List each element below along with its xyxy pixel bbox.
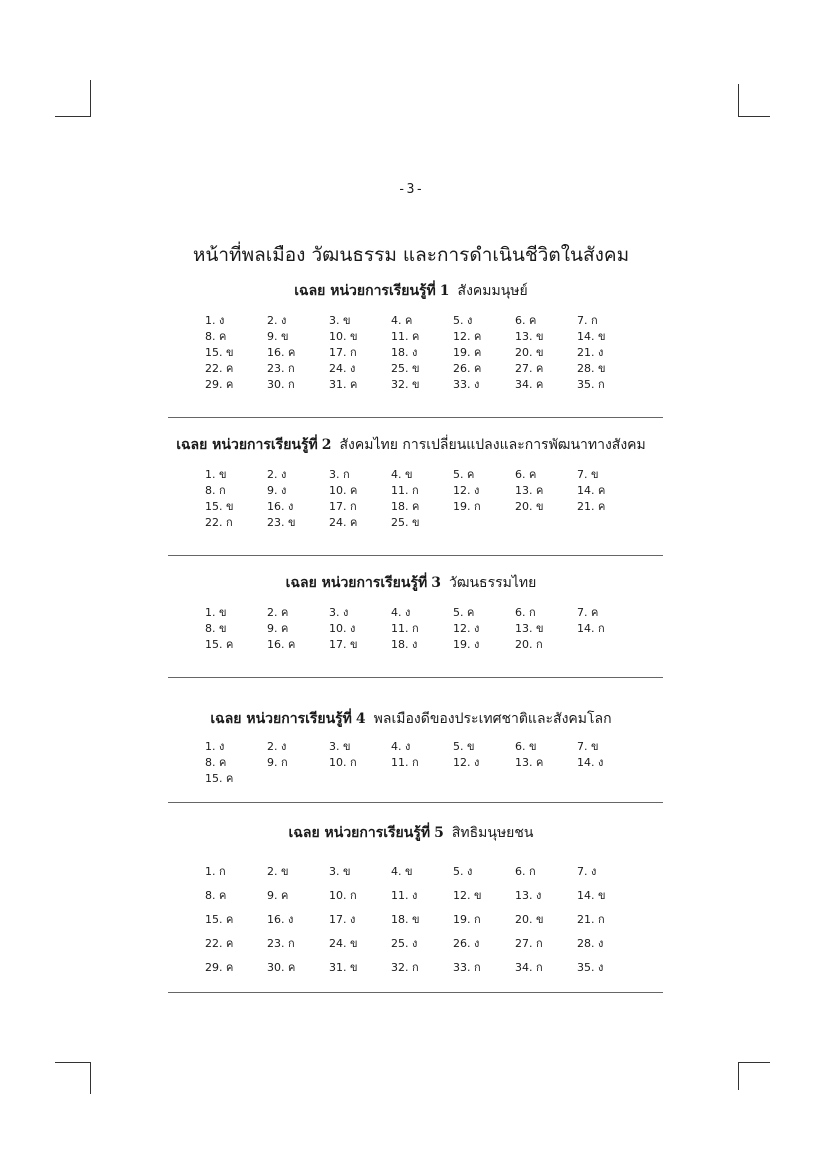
section-divider (168, 992, 663, 993)
answer-row (205, 955, 639, 979)
answer-item: 28. ง (577, 937, 604, 950)
answer-item: 4. ข (391, 468, 413, 481)
answer-item: 5. ค (453, 606, 475, 619)
answer-row (205, 931, 639, 955)
answer-item: 15. ข (205, 500, 234, 513)
answer-row (205, 498, 639, 514)
answer-item: 14. ง (577, 756, 604, 769)
answer-row (205, 883, 639, 907)
answer-item: 15. ค (205, 913, 234, 926)
answer-item: 22. ก (205, 516, 233, 529)
section-title (0, 280, 822, 302)
answer-item: 1. ข (205, 606, 227, 619)
answer-item: 29. ค (205, 961, 234, 974)
answer-item: 13. ง (515, 889, 542, 902)
answer-item: 19. ค (453, 346, 482, 359)
answer-item: 6. ค (515, 314, 537, 327)
answer-item: 10. ก (329, 756, 357, 769)
crop-mark-bottom-left-h (55, 1062, 91, 1063)
answer-item: 13. ข (515, 330, 544, 343)
section-title (0, 572, 822, 594)
answer-item: 28. ข (577, 362, 606, 375)
answer-item: 2. ง (267, 314, 287, 327)
section-number: 4 (355, 711, 366, 727)
answer-item: 8. ก (205, 484, 226, 497)
section-divider (168, 802, 663, 803)
answer-item: 3. ข (329, 314, 351, 327)
answer-row (205, 754, 639, 770)
answer-item: 19. ง (453, 638, 480, 651)
answer-item: 12. ค (453, 330, 482, 343)
answer-item: 6. ก (515, 865, 536, 878)
answer-item: 13. ค (515, 484, 544, 497)
answer-item: 11. ค (391, 330, 420, 343)
answer-grid (205, 604, 639, 652)
answer-row (205, 770, 639, 786)
answer-item: 2. ง (267, 468, 287, 481)
answer-item: 12. ง (453, 756, 480, 769)
answer-item: 6. ข (515, 740, 537, 753)
answer-item: 35. ง (577, 961, 604, 974)
answer-item: 14. ข (577, 330, 606, 343)
answer-grid (205, 312, 639, 392)
answer-item: 8. ค (205, 756, 227, 769)
answer-item: 9. ข (267, 330, 289, 343)
answer-row (205, 907, 639, 931)
answer-item: 7. ง (577, 865, 597, 878)
answer-item: 2. ง (267, 740, 287, 753)
answer-item: 25. ข (391, 362, 420, 375)
answer-item: 14. ข (577, 889, 606, 902)
answer-item: 20. ข (515, 346, 544, 359)
answer-item: 7. ข (577, 468, 599, 481)
answer-item: 16. ง (267, 913, 294, 926)
answer-item: 22. ค (205, 362, 234, 375)
answer-item: 24. ข (329, 937, 358, 950)
answer-item: 10. ข (329, 330, 358, 343)
answer-item: 2. ค (267, 606, 289, 619)
answer-item: 8. ค (205, 889, 227, 902)
answer-item: 4. ข (391, 865, 413, 878)
answer-item: 12. ง (453, 484, 480, 497)
answer-item: 29. ค (205, 378, 234, 391)
answer-item: 24. ง (329, 362, 356, 375)
answer-item: 16. ค (267, 638, 296, 651)
answer-item: 24. ค (329, 516, 358, 529)
answer-item: 18. ง (391, 638, 418, 651)
answer-row (205, 514, 639, 530)
answer-item: 18. ข (391, 913, 420, 926)
answer-item: 15. ค (205, 638, 234, 651)
answer-item: 2. ข (267, 865, 289, 878)
answer-item: 11. ก (391, 756, 419, 769)
section-label: เฉลย หน่วยการเรียนรู้ที่ (285, 575, 428, 591)
section-title (0, 434, 822, 456)
answer-row (205, 466, 639, 482)
answer-item: 27. ค (515, 362, 544, 375)
answer-item: 17. ข (329, 638, 358, 651)
crop-mark-bottom-right-h (738, 1062, 770, 1063)
answer-item: 7. ก (577, 314, 598, 327)
answer-row (205, 344, 639, 360)
answer-row (205, 312, 639, 328)
answer-item: 31. ค (329, 378, 358, 391)
answer-item: 13. ข (515, 622, 544, 635)
answer-item: 4. ง (391, 740, 411, 753)
section-subtitle: สิทธิมนุษยชน (451, 825, 534, 841)
answer-item: 5. ง (453, 865, 473, 878)
answer-item: 18. ค (391, 500, 420, 513)
answer-item: 11. ง (391, 889, 418, 902)
crop-mark-top-left-h (55, 116, 91, 117)
section-subtitle: วัฒนธรรมไทย (448, 575, 537, 591)
answer-item: 1. ง (205, 740, 225, 753)
answer-item: 14. ก (577, 622, 605, 635)
answer-item: 7. ค (577, 606, 599, 619)
answer-item: 3. ข (329, 865, 351, 878)
answer-item: 14. ค (577, 484, 606, 497)
section-subtitle: สังคมไทย การเปลี่ยนแปลงและการพัฒนาทางสังคม (339, 437, 646, 453)
answer-item: 34. ก (515, 961, 543, 974)
answer-item: 17. ก (329, 346, 357, 359)
answer-item: 23. ข (267, 516, 296, 529)
answer-item: 35. ก (577, 378, 605, 391)
answer-item: 21. ค (577, 500, 606, 513)
answer-item: 20. ก (515, 638, 543, 651)
answer-item: 16. ง (267, 500, 294, 513)
answer-item: 9. ง (267, 484, 287, 497)
answer-item: 5. ข (453, 740, 475, 753)
answer-item: 33. ก (453, 961, 481, 974)
answer-item: 8. ค (205, 330, 227, 343)
answer-item: 17. ง (329, 913, 356, 926)
answer-item: 7. ข (577, 740, 599, 753)
answer-grid (205, 859, 639, 979)
answer-item: 30. ค (267, 961, 296, 974)
answer-item: 32. ก (391, 961, 419, 974)
answer-item: 20. ข (515, 500, 544, 513)
crop-mark-bottom-left-v (90, 1062, 91, 1094)
answer-row (205, 636, 639, 652)
answer-row (205, 738, 639, 754)
answer-item: 23. ก (267, 362, 295, 375)
section-label: เฉลย หน่วยการเรียนรู้ที่ (294, 283, 436, 299)
answer-item: 3. ง (329, 606, 349, 619)
answer-item: 27. ก (515, 937, 543, 950)
section-number: 5 (434, 825, 444, 841)
section-number: 2 (321, 437, 332, 453)
answer-item: 32. ข (391, 378, 420, 391)
section-label: เฉลย หน่วยการเรียนรู้ที่ (288, 825, 431, 841)
answer-item: 5. ค (453, 468, 475, 481)
answer-row (205, 376, 639, 392)
answer-item: 12. ง (453, 622, 480, 635)
section-subtitle: สังคมมนุษย์ (457, 283, 528, 299)
answer-row (205, 859, 639, 883)
answer-item: 5. ง (453, 314, 473, 327)
section-label: เฉลย หน่วยการเรียนรู้ที่ (210, 711, 352, 727)
answer-item: 22. ค (205, 937, 234, 950)
answer-item: 26. ง (453, 937, 480, 950)
answer-item: 16. ค (267, 346, 296, 359)
answer-item: 1. ข (205, 468, 227, 481)
answer-item: 11. ก (391, 622, 419, 635)
answer-item: 9. ก (267, 756, 288, 769)
answer-item: 17. ก (329, 500, 357, 513)
section-subtitle: พลเมืองดีของประเทศชาติและสังคมโลก (373, 711, 612, 727)
answer-item: 6. ก (515, 606, 536, 619)
answer-item: 34. ค (515, 378, 544, 391)
answer-item: 15. ข (205, 346, 234, 359)
answer-item: 3. ก (329, 468, 350, 481)
answer-item: 25. ง (391, 937, 418, 950)
section-divider (168, 417, 663, 418)
answer-item: 6. ค (515, 468, 537, 481)
answer-item: 23. ก (267, 937, 295, 950)
answer-item: 25. ข (391, 516, 420, 529)
answer-item: 33. ง (453, 378, 480, 391)
answer-item: 11. ก (391, 484, 419, 497)
section-divider (168, 555, 663, 556)
answer-item: 31. ข (329, 961, 358, 974)
answer-item: 21. ก (577, 913, 605, 926)
crop-mark-top-left-v (90, 80, 91, 116)
answer-item: 1. ง (205, 314, 225, 327)
answer-item: 26. ค (453, 362, 482, 375)
answer-item: 19. ก (453, 913, 481, 926)
answer-row (205, 620, 639, 636)
page-number: -3- (397, 182, 425, 197)
answer-item: 13. ค (515, 756, 544, 769)
crop-mark-bottom-right-v (738, 1062, 739, 1090)
answer-item: 19. ก (453, 500, 481, 513)
answer-row (205, 604, 639, 620)
answer-item: 10. ค (329, 484, 358, 497)
answer-grid (205, 738, 639, 786)
answer-grid (205, 466, 639, 530)
answer-item: 21. ง (577, 346, 604, 359)
section-number: 3 (431, 575, 441, 591)
answer-item: 10. ก (329, 889, 357, 902)
section-title (0, 822, 822, 844)
answer-row (205, 328, 639, 344)
answer-item: 4. ง (391, 606, 411, 619)
section-label: เฉลย หน่วยการเรียนรู้ที่ (176, 437, 318, 453)
answer-item: 10. ง (329, 622, 356, 635)
answer-item: 20. ข (515, 913, 544, 926)
answer-item: 18. ง (391, 346, 418, 359)
crop-mark-top-right-v (738, 84, 739, 116)
answer-row (205, 360, 639, 376)
answer-item: 30. ก (267, 378, 295, 391)
answer-row (205, 482, 639, 498)
crop-mark-top-right-h (738, 116, 770, 117)
page-title: หน้าที่พลเมือง วัฒนธรรม และการดำเนินชีวิตในสังคม (192, 244, 630, 266)
section-title (0, 708, 822, 730)
answer-item: 9. ค (267, 889, 289, 902)
section-divider (168, 677, 663, 678)
answer-item: 1. ก (205, 865, 226, 878)
answer-item: 12. ข (453, 889, 482, 902)
answer-item: 9. ค (267, 622, 289, 635)
answer-item: 8. ข (205, 622, 227, 635)
answer-item: 15. ค (205, 772, 234, 785)
section-number: 1 (439, 283, 450, 299)
answer-item: 3. ข (329, 740, 351, 753)
answer-item: 4. ค (391, 314, 413, 327)
